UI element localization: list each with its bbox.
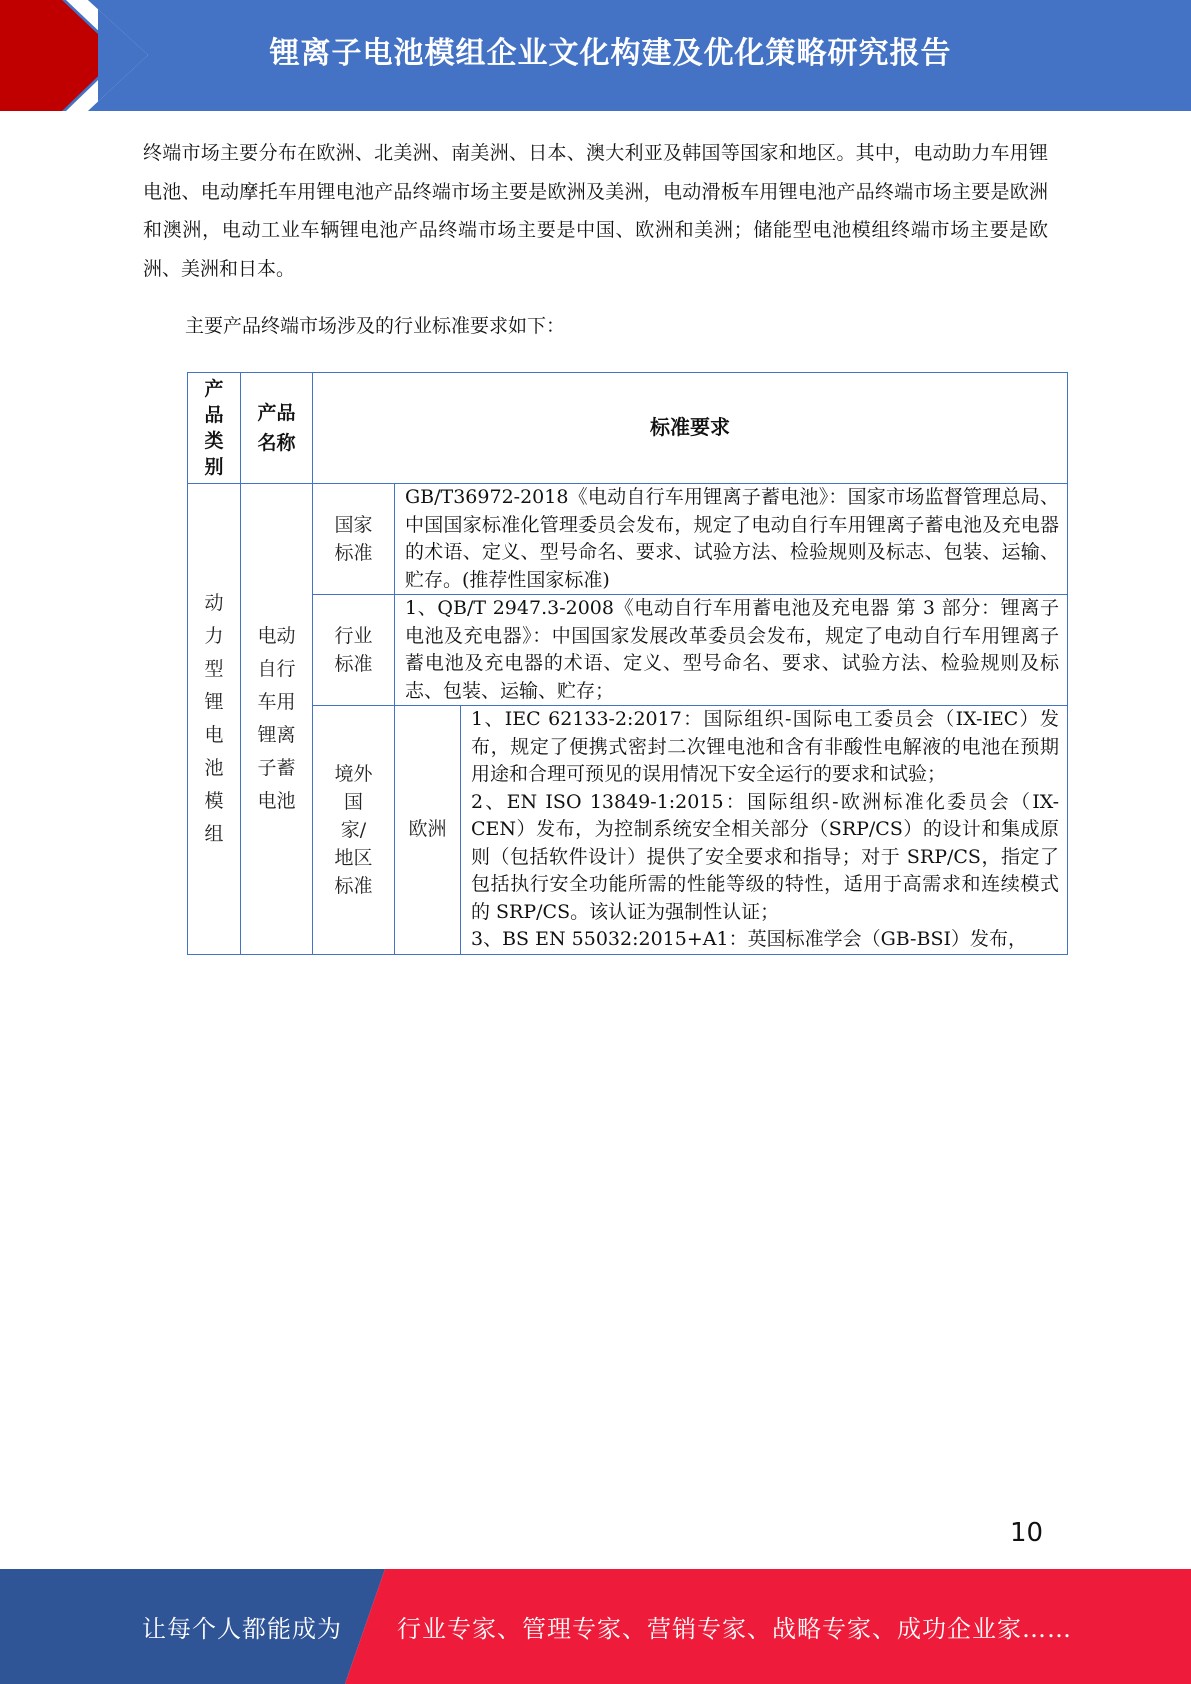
requirement-overseas xyxy=(461,706,1068,955)
header-category: 产品类别 xyxy=(188,373,241,484)
level-industry: 行业标准 xyxy=(313,595,395,706)
table-row xyxy=(188,595,1068,706)
page-number: 10 xyxy=(1010,1518,1044,1548)
body-paragraph: 终端市场主要分布在欧洲、北美洲、南美洲、日本、澳大利亚及韩国等国家和地区。其中，电动助力车用锂电池、电动摩托车用锂电池产品终端市场主要是欧洲及美洲，电动滑板车用锂电池产品终端市场主要是欧洲和澳洲，电动工业车辆锂电池产品终端市场主要是中国、欧洲和美洲；储能型电池模组终端市场主要是欧洲、美洲和日本。 xyxy=(143,142,1048,280)
requirement-national: GB/T36972-2018《电动自行车用锂离子蓄电池》：国家市场监督管理总局、中国国家标准化管理委员会发布，规定了电动自行车用锂离子蓄电池及充电器的术语、定义、型号命名、要求、试验方法、检验规则及标志、包装、运输、贮存。(推荐性国家标准) xyxy=(395,484,1068,595)
footer-band xyxy=(0,1569,1191,1684)
table-row xyxy=(188,706,1068,955)
report-title: 锂离子电池模组企业文化构建及优化策略研究报告 xyxy=(269,36,952,71)
header-product-name: 产品名称 xyxy=(241,373,313,484)
region-europe: 欧洲 xyxy=(395,706,461,955)
level-national: 国家标准 xyxy=(313,484,395,595)
overseas-item: 2、EN ISO 13849-1:2015：国际组织-欧洲标准化委员会（IX-CEN）发布，为控制系统安全相关部分（SRP/CS）的设计和集成原则（包括软件设计）提供了安全要求和指导；对于 SRP/CS，指定了包括执行安全功能所需的性能等级的特性，适用于高需求和连续模式的 SRP/CS。该认证为强制性认证； xyxy=(471,790,1059,923)
footer-slogan-right: 行业专家、管理专家、营销专家、战略专家、成功企业家…… xyxy=(397,1615,1072,1643)
table-row xyxy=(188,484,1068,595)
product-name-cell: 电动自行车用锂离子蓄电池 xyxy=(241,484,313,955)
table-intro: 主要产品终端市场涉及的行业标准要求如下： xyxy=(185,315,566,337)
overseas-item: 3、BS EN 55032:2015+A1：英国标准学会（GB-BSI）发布， xyxy=(471,928,1027,950)
footer-slogan-left: 让每个人都能成为 xyxy=(142,1615,342,1643)
table-header-row xyxy=(188,373,1068,484)
header-band xyxy=(0,0,1191,111)
requirement-industry: 1、QB/T 2947.3-2008《电动自行车用蓄电池及充电器 第 3 部分：锂离子电池及充电器》：中国国家发展改革委员会发布，规定了电动自行车用锂离子蓄电池及充电器的术语、定义、型号命名、要求、试验方法、检验规则及标志、包装、运输、贮存； xyxy=(395,595,1068,706)
overseas-item: 1、IEC 62133-2:2017：国际组织-国际电工委员会（IX-IEC）发布，规定了便携式密封二次锂电池和含有非酸性电解液的电池在预期用途和合理可预见的误用情况下安全运行的要求和试验； xyxy=(471,708,1059,785)
level-overseas: 境外国家/地区标准 xyxy=(313,706,395,955)
standards-table xyxy=(187,372,1068,955)
product-category-cell: 动力型锂电池模组 xyxy=(188,484,241,955)
header-requirement: 标准要求 xyxy=(313,373,1068,484)
